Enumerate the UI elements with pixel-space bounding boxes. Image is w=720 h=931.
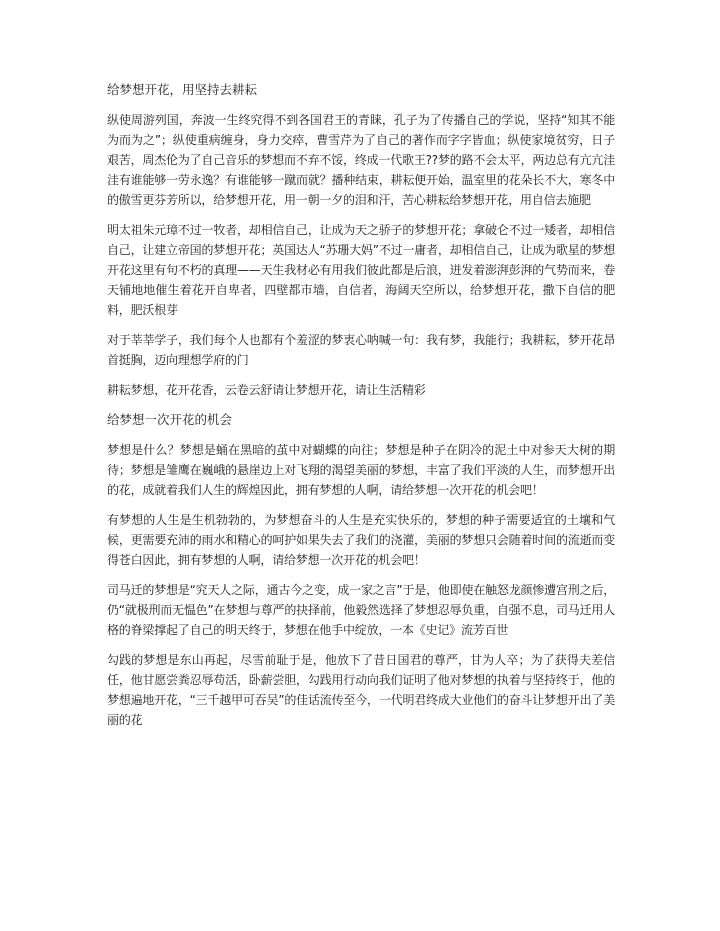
- paragraph-5: 梦想是什么？梦想是蛹在黑暗的茧中对蝴蝶的向往；梦想是种子在阴冷的泥土中对参天大树的期待；梦想是雏鹰在巍峨的悬崖边上对飞翔的渴望美丽的梦想，丰富了我们平淡的人生，而梦想开出的花，成就着我们人生的辉煌因此，拥有梦想的人啊，请给梦想一次开花的机会吧！: [107, 443, 615, 497]
- spacer: [107, 370, 615, 380]
- spacer: [107, 500, 615, 510]
- document-body: [107, 80, 615, 730]
- paragraph-1: 纵使周游列国，奔波一生终究得不到各国君王的青睐，孔子为了传播自己的学说，坚持“知其不能为而为之”；纵使重病缠身，身力交瘁，曹雪芹为了自己的著作而字字皆血；纵使家境贫穷，日子艰苦，周杰伦为了自己音乐的梦想而不弃不馁，终成一代歌王??梦的路不会太平，两边总有亢亢洼洼有谁能够一劳永逸？有谁能够一蹴而就？播种结束，耕耘便开始，温室里的花朵长不大，寒冬中的傲雪更芬芳所以，给梦想开花，用一朝一夕的泪和汗，苦心耕耘给梦想开花，用自信去施肥: [107, 113, 615, 207]
- spacer: [107, 210, 615, 220]
- spacer: [107, 430, 615, 440]
- paragraph-7: 司马迁的梦想是“究天人之际，通古今之变，成一家之言”于是，他即使在触怒龙颜惨遭宫刑之后，仍“就极刑而无愠色”在梦想与尊严的抉择前，他毅然选择了梦想忍辱负重，自强不息，司马迁用人格的脊梁撑起了自己的明天终于，梦想在他手中绽放，一本《史记》流芳百世: [107, 583, 615, 637]
- spacer: [107, 640, 615, 650]
- section-title: 给梦想一次开花的机会: [107, 412, 233, 427]
- paragraph-4: 耕耘梦想，花开花香，云卷云舒请让梦想开花，请让生活精彩: [107, 383, 426, 397]
- paragraph-2: 明太祖朱元璋不过一牧者，却相信自己，让成为天之骄子的梦想开花；拿破仑不过一矮者，却相信自己，让建立帝国的梦想开花；英国达人“苏珊大妈”不过一庸者，却相信自己，让成为歌星的梦想开花这里有句不朽的真理——天生我材必有用我们彼此都是后浪，迸发着澎湃彭湃的气势而来，卷天铺地地催生着花开自卑者，四壁都市墙，自信者，海阔天空所以，给梦想开花，撒下自信的肥料，肥沃根芽: [107, 223, 615, 317]
- spacer: [107, 570, 615, 580]
- paragraph-6: 有梦想的人生是生机勃勃的，为梦想奋斗的人生是充实快乐的，梦想的种子需要适宜的土壤和气候，更需要充沛的雨水和精心的呵护如果失去了我们的浇灌，美丽的梦想只会随着时间的流逝而变得苍白因此，拥有梦想的人啊，请给梦想一次开花的机会吧！: [107, 513, 615, 567]
- spacer: [107, 100, 615, 110]
- paragraph-8: 勾践的梦想是东山再起，尽雪前耻于是，他放下了昔日国君的尊严，甘为人卒；为了获得夫差信任，他甘愿尝粪忍辱苟活，卧薪尝胆，勾践用行动向我们证明了他对梦想的执着与坚持终于，他的梦想遍地开花，“三千越甲可吞吴”的佳话流传至今，一代明君终成大业他们的奋斗让梦想开出了美丽的花: [107, 653, 615, 727]
- spacer: [107, 320, 615, 330]
- spacer: [107, 400, 615, 410]
- document-title: 给梦想开花，用坚持去耕耘: [107, 82, 258, 97]
- paragraph-3: 对于莘莘学子，我们每个人也都有个羞涩的梦衷心呐喊一句：我有梦，我能行；我耕耘，梦开花昂首挺胸，迈向理想学府的门: [107, 333, 615, 367]
